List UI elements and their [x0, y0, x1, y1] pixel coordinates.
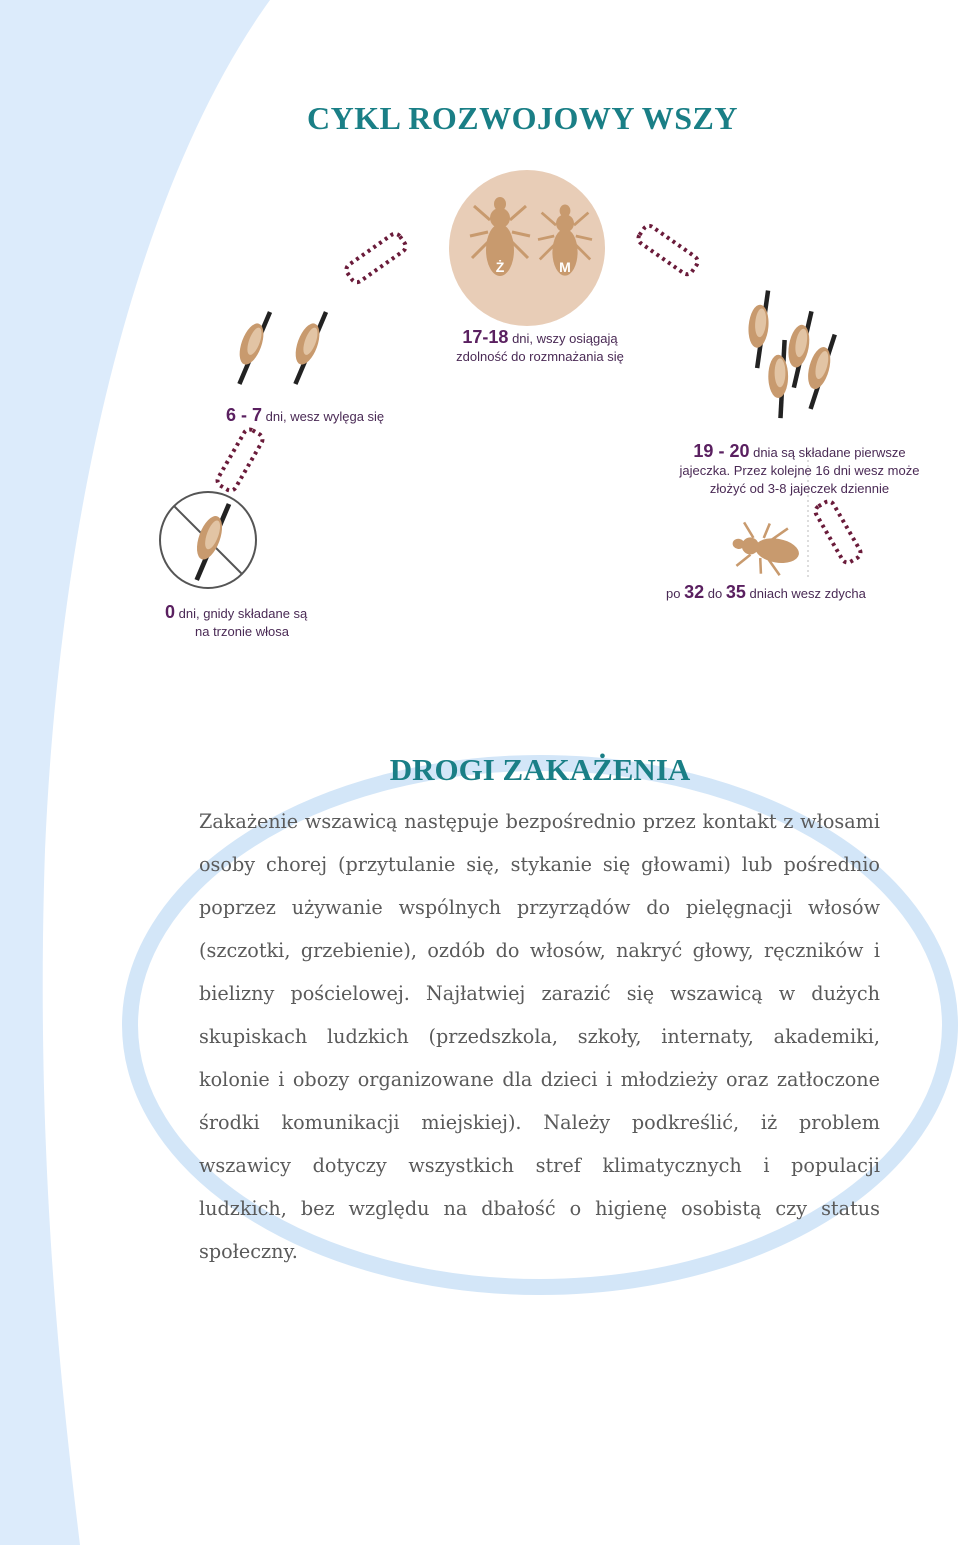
- stage-19-20-label: 19 - 20 dnia są składane pierwsze jajeczka. Przez kolejne 16 dni wesz może złożyć od 3-8 jajeczek dziennie: [679, 441, 920, 496]
- female-letter: Ż: [495, 259, 505, 275]
- body-paragraph: Zakażenie wszawicą następuje bezpośrednio przez kontakt z włosami osoby chorej (przytulanie się, stykanie się głowami) lub pośrednio poprzez używanie wspólnych przyrządów do pielęgnacji włosów (szczotki, grzebienie), ozdób do włosów, nakryć głowy, ręczników i bielizny pościelowej. Najłatwiej zarazić się wszawicą w dużych skupiskach ludzkich (przedszkola, szkoły, internaty, akademiki, kolonie i obozy organizowane dla dzieci i młodzieży oraz zatłoczone środki komunikacji miejskiej). Należy podkreślić, iż problem wszawicy dotyczy wszystkich stref klimatycznych i populacji ludzkich, bez względu na dbałość o higienę osobistą czy status społeczny.: [199, 810, 880, 1263]
- stage-32-35-label: po 32 do 35 dniach wesz zdycha: [666, 582, 866, 602]
- dead-louse-icon: [728, 518, 803, 580]
- stage-17-18-label: 17-18 dni, wszy osiągają zdolność do rozmnażania się: [456, 327, 624, 364]
- adult-lice-circle: [449, 170, 605, 326]
- section-title: DROGI ZAKAŻENIA: [389, 752, 691, 787]
- nymph-on-hair-icon: [235, 312, 270, 384]
- egg-chain-icon: [813, 499, 862, 564]
- egg-chain-icon: [215, 427, 264, 492]
- stage-0-label: 0 dni, gnidy składane są na trzonie włosa: [165, 602, 308, 639]
- egg-chain-icon: [636, 223, 700, 276]
- stage-6-7-label: 6 - 7 dni, wesz wylęga się: [226, 405, 385, 425]
- page-title: CYKL ROZWOJOWY WSZY: [307, 100, 738, 136]
- male-letter: M: [559, 259, 571, 275]
- egg-chain-icon: [344, 231, 408, 284]
- nymph-on-hair-icon: [291, 312, 326, 384]
